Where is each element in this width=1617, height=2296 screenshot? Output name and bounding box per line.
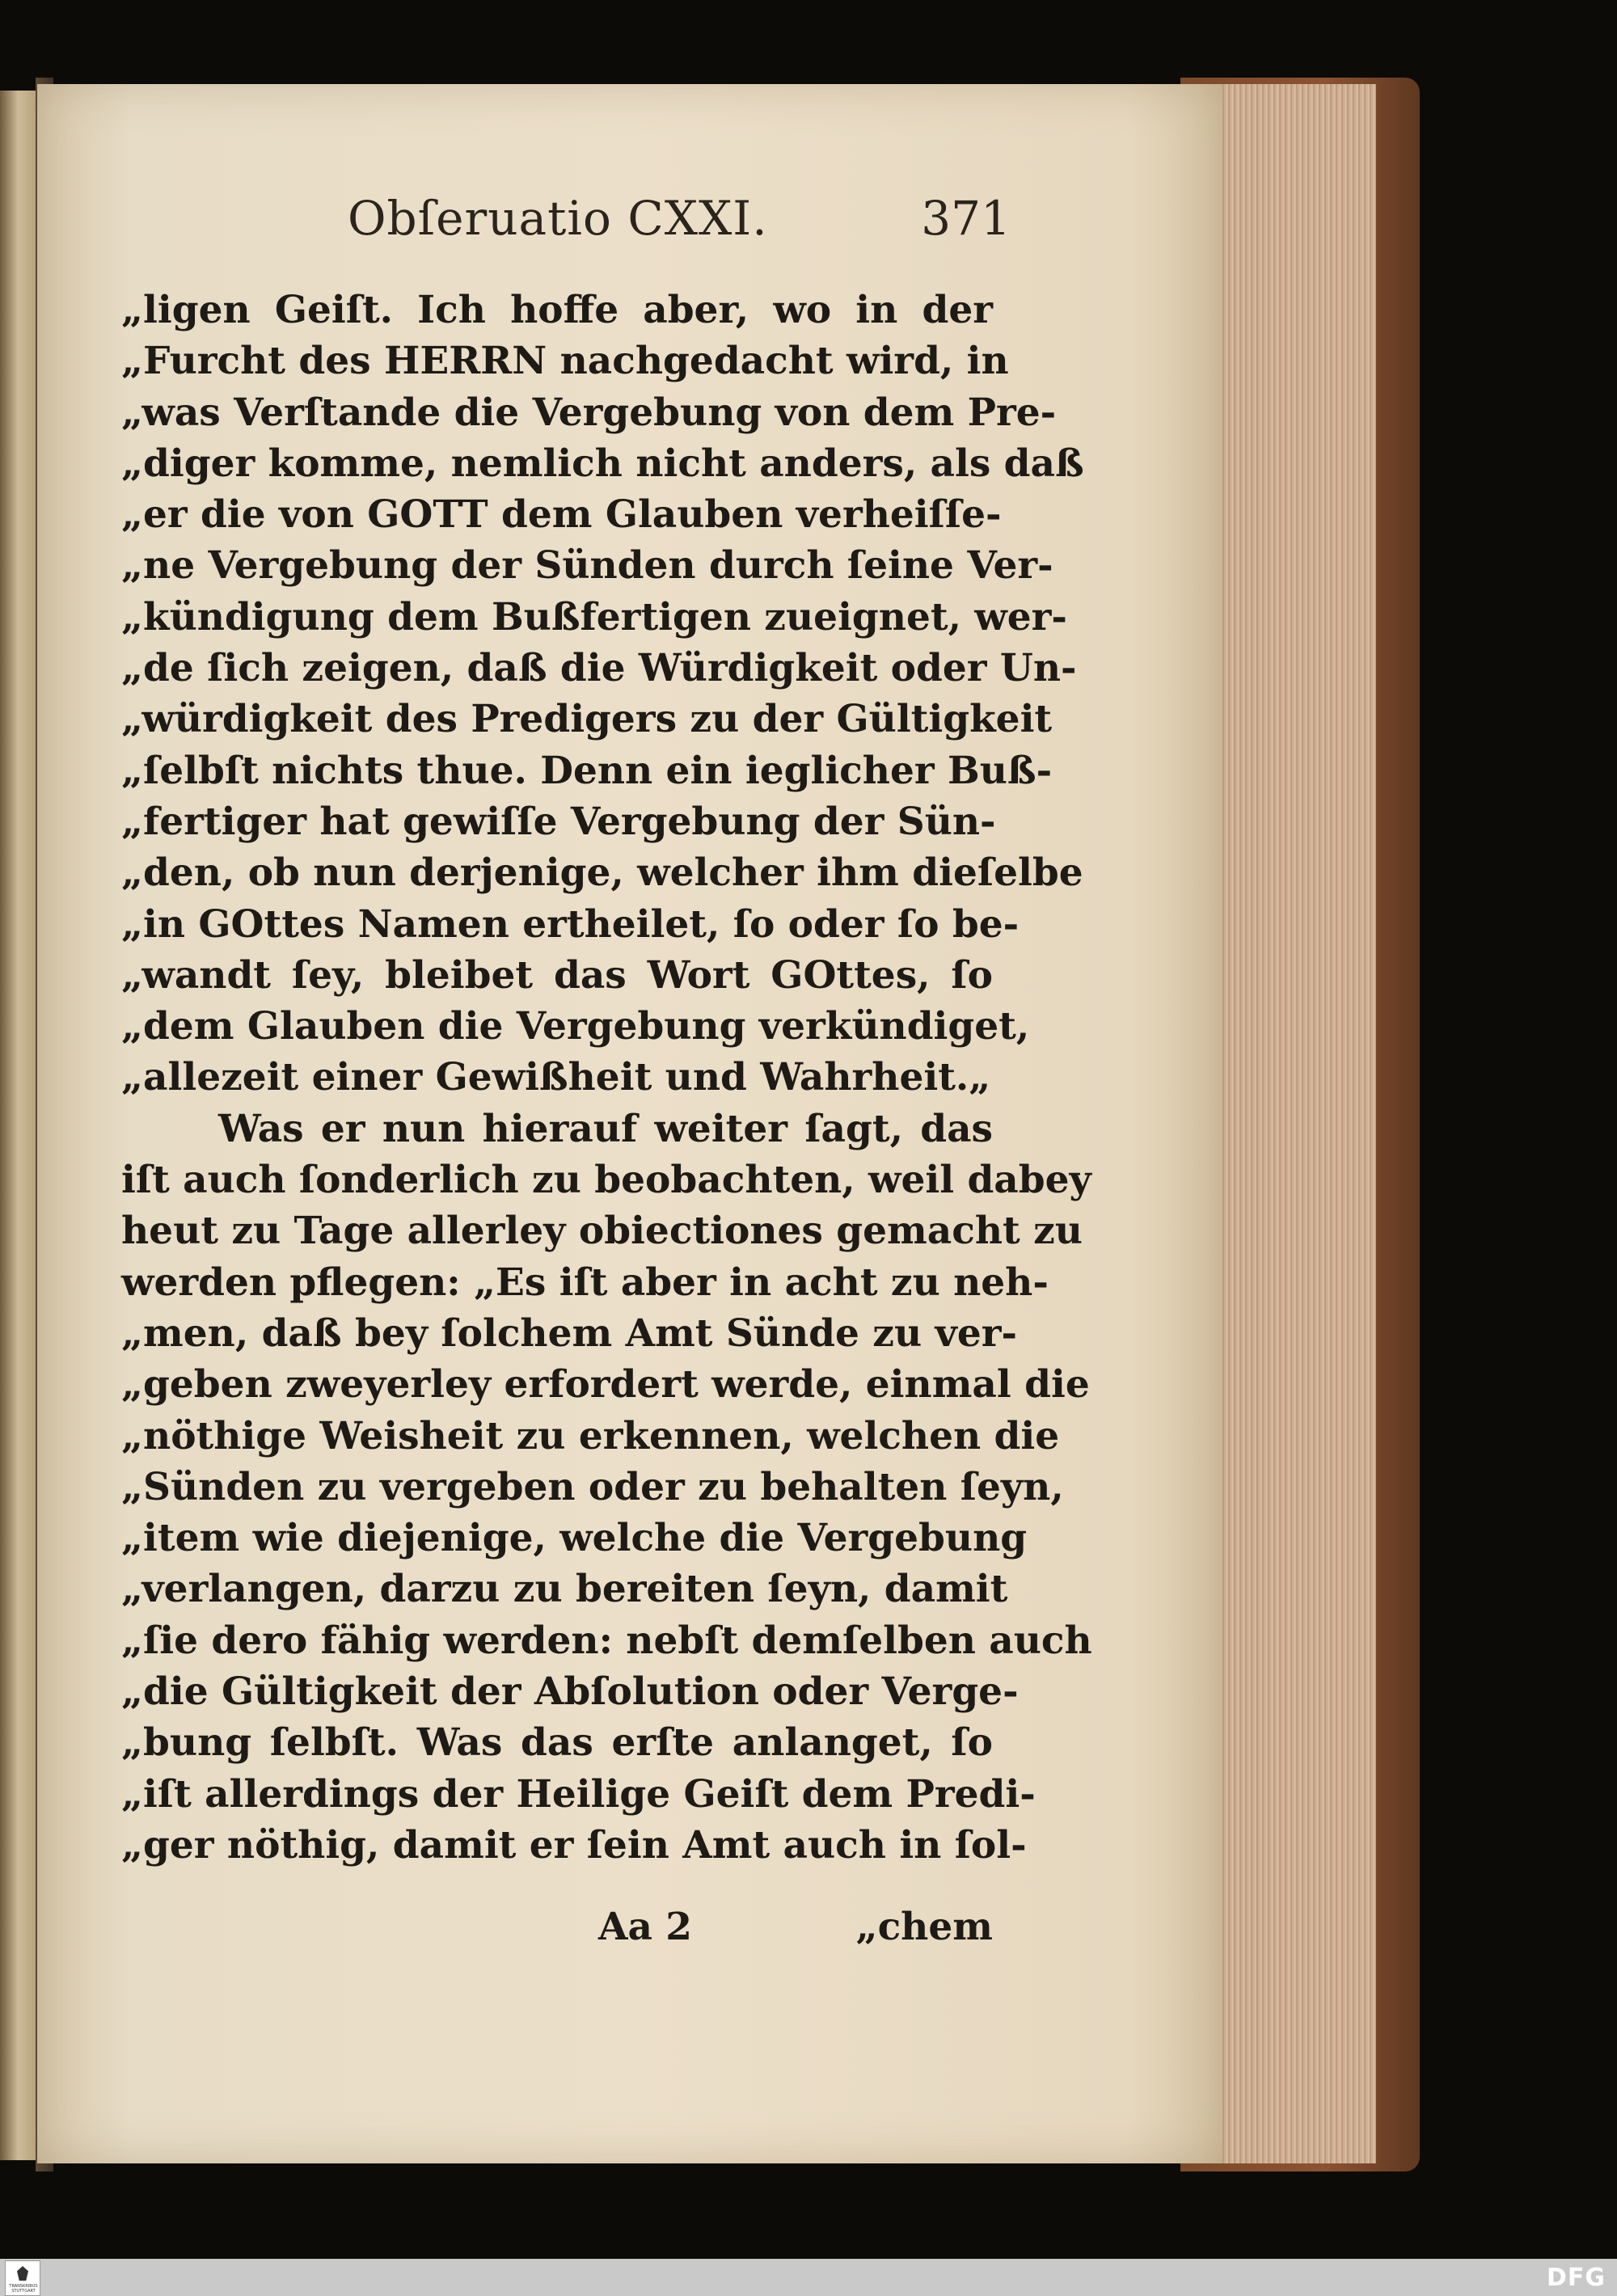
text-line: „Sünden zu vergeben oder zu behalten ſeyn, <box>121 1464 1064 1509</box>
text-line: „bung ſelbſt. Was das erſte anlanget, ſo <box>121 1720 993 1766</box>
text-line: „ſelbſt nichts thue. Denn ein ieglicher Buß- <box>121 748 1053 793</box>
text-line: „men, daß bey ſolchem Amt Sünde zu ver- <box>121 1310 1017 1356</box>
text-line: „in GOttes Namen ertheilet, ſo oder ſo be- <box>121 901 1020 947</box>
previous-page-edge <box>0 91 40 2160</box>
text-line: „de ſich zeigen, daß die Würdigkeit oder Un- <box>121 646 1077 691</box>
text-line: „wandt ſey, bleibet das Wort GOttes, ſo <box>121 952 993 998</box>
text-line: „diger komme, nemlich nicht anders, als daß <box>121 441 1084 486</box>
body-text <box>121 285 1092 1871</box>
text-line: „ger nöthig, damit er ſein Amt auch in ſol- <box>121 1822 1027 1868</box>
crest-icon <box>17 2266 28 2281</box>
text-line: Was er nun hierauf weiter ſagt, das <box>218 1106 993 1151</box>
text-line: „ligen Geiſt. Ich hoffe aber, wo in der <box>121 288 993 332</box>
text-line: „ne Vergebung der Sünden durch ſeine Ver- <box>121 543 1053 589</box>
viewer-bottom-bar <box>0 2259 1617 2296</box>
text-line: „ſie dero fähig werden: nebſt demſelben auch <box>121 1618 1092 1663</box>
text-line: „dem Glauben die Vergebung verkündiget, <box>121 1004 1030 1049</box>
text-line: „Furcht des HERRN nachgedacht wird, in <box>121 339 1009 384</box>
catchword: „chem <box>855 1905 993 1949</box>
text-line: heut zu Tage allerley obiectiones gemacht zu <box>121 1209 1083 1254</box>
library-logo-caption: TRANSKRIBUS STUTTGART <box>9 2284 38 2294</box>
running-title: Obſeruatio CXXI. <box>348 191 768 246</box>
text-line: „den, ob nun derjenige, welcher ihm dieſelbe <box>121 850 1083 896</box>
text-line: „die Gültigkeit der Abſolution oder Verge- <box>121 1669 1019 1715</box>
signature-mark: Aa 2 <box>598 1905 692 1949</box>
text-line: „würdigkeit des Predigers zu der Gültigkeit <box>121 697 1053 742</box>
page-footer <box>121 1905 993 1961</box>
text-line: „verlangen, darzu zu bereiten ſeyn, damit <box>121 1567 1008 1612</box>
running-header <box>348 191 1011 255</box>
text-line: „kündigung dem Bußfertigen zueignet, wer- <box>121 594 1067 639</box>
text-line: „fertiger hat gewiſſe Vergebung der Sün- <box>121 799 996 844</box>
text-line: „nöthige Weisheit zu erkennen, welchen die <box>121 1413 1060 1458</box>
text-line: „allezeit einer Gewißheit und Wahrheit.„ <box>121 1055 991 1100</box>
text-line: „was Verſtande die Vergebung von dem Pre- <box>121 390 1057 435</box>
page-number: 371 <box>921 191 1011 246</box>
dfg-logo: DFG <box>1546 2264 1606 2292</box>
text-line: „geben zweyerley erfordert werde, einmal die <box>121 1362 1090 1408</box>
library-logo <box>5 2260 40 2296</box>
text-line: iſt auch ſonderlich zu beobachten, weil dabey <box>121 1158 1091 1203</box>
text-line: „er die von GOTT dem Glauben verheiſſe- <box>121 492 1002 538</box>
text-line: „item wie diejenige, welche die Vergebung <box>121 1516 1028 1561</box>
text-line: werden pflegen: „Es iſt aber in acht zu neh- <box>121 1260 1049 1305</box>
text-line: „iſt allerdings der Heilige Geiſt dem Predi- <box>121 1771 1036 1817</box>
